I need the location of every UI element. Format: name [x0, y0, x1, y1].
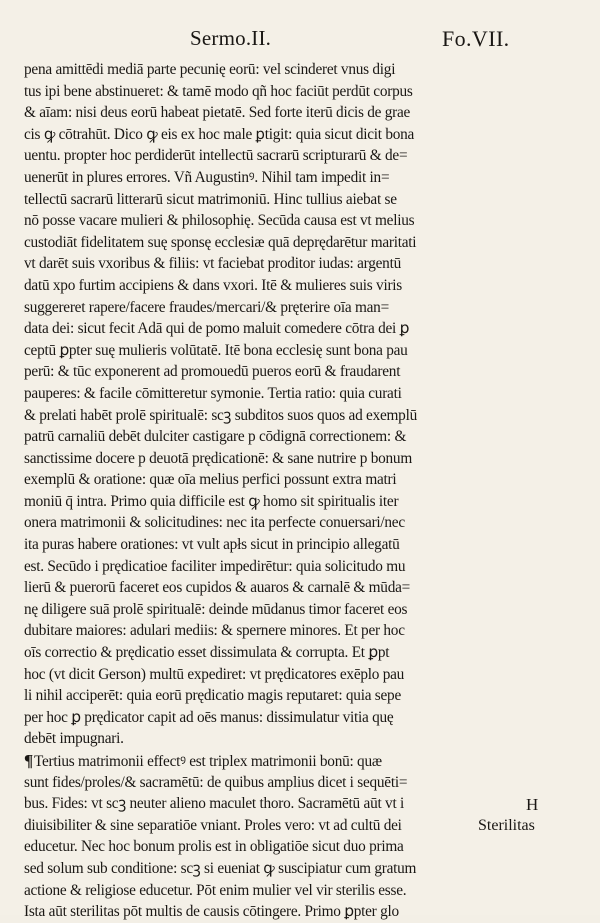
text-line: patrū carnaliū debēt dulciter castigare p cōdignā correctionem: &: [24, 428, 407, 446]
text-line: actione & religiose educetur. Pōt enim mulier vel vir sterilis esse.: [24, 881, 407, 899]
text-line: pena amittēdi mediā parte pecunię eorū: vel scinderet vnus digi: [24, 61, 396, 78]
text-line: Ista aūt sterilitas pōt multis de causis cōtingere. Primo ꝑpter glo: [24, 903, 399, 921]
text-line: nę diligere suā prolē spiritualē: deinde mūdanus timor faceret eos: [24, 600, 408, 618]
text-line: per hoc ꝑ prędicator capit ad oēs manus: dissimulatur vitia quę: [24, 708, 394, 726]
text-line: nō posse vacare mulieri & philosophię. Secūda causa est vt melius: [24, 212, 415, 230]
text-line: pauperes: & facile cōmitteretur symonie. Tertia ratio: quia curati: [24, 384, 402, 402]
text-line: datū xpo furtim accipiens & dans vxori. Itē & mulieres suis viris: [24, 276, 402, 294]
text-line: perū: & tūc exponerent ad promouedū pueros eorū & fraudarent: [24, 363, 401, 381]
text-line: tellectū sacrarū litterarū sicut matrimoniū. Hinc tullius aiebat se: [24, 190, 397, 208]
text-line: bus. Fides: vt scꝫ neuter alieno maculet thoro. Sacramētū aūt vt i: [24, 795, 405, 813]
text-line: suggereret rapere/facere fraudes/mercari/& pręterire oīa man=: [24, 298, 389, 316]
pilcrow-mark: ¶: [24, 751, 33, 770]
text-line: hoc (vt dicit Gerson) multū expediret: vt prędicatores exēplo pau: [24, 665, 405, 683]
text-line: custodiāt fidelitatem suę sponsę ecclesiæ quā deprędarētur maritati: [24, 233, 417, 251]
text-line: sunt fides/proles/& sacramētū: de quibus amplius dicet i sequēti=: [24, 773, 408, 791]
text-line: sed solum sub conditione: scꝫ si eueniat ꝙ suscipiatur cum gratum: [24, 859, 417, 877]
text-line: & prelati habēt prolē spiritualē: scꝫ subditos suos quos ad exemplū: [24, 406, 417, 424]
text-line: [24, 750, 554, 772]
text-line: lierū & puerorū faceret eos cupidos & auaros & carnalē & mūda=: [24, 579, 411, 597]
margin-letter: H: [526, 795, 539, 814]
text-line: diuisibiliter & sine separatiōe vniant. Proles vero: vt ad cultū dei: [24, 816, 402, 834]
body-text: [24, 59, 554, 923]
text-line: tus ipi bene abstinueret: & tamē modo qñ hoc faciūt perdūt corpus: [24, 82, 413, 100]
text-line: uentu. propter hoc perdiderūt intellectū sacrarū scripturarū & de=: [24, 147, 408, 165]
text-line: data dei: sicut fecit Adā qui de pomo maluit comedere cōtra dei ꝑ: [24, 320, 410, 338]
text-line: educetur. Nec hoc bonum prolis est in obligatiōe sicut duo prima: [24, 838, 404, 856]
text-line: vt darēt suis vxoribus & filiis: vt faciebat proditor iudas: argentū: [24, 255, 401, 273]
text-line: onera matrimonii & solicitudines: nec ita perfecte conuersari/nec: [24, 514, 405, 532]
text-line: est. Secūdo i prędicatioe faciliter impedirētur: quia solicitudo mu: [24, 557, 406, 575]
text-line: oīs correctio & prędicatio esset dissimulata & corrupta. Et ꝑpt: [24, 644, 390, 662]
text-line-content: Tertius matrimonii effectꝰ est triplex matrimonii bonū: quæ: [33, 753, 382, 770]
running-head: Sermo.II.: [190, 26, 272, 50]
text-line: dubitare maiores: adulari mediis: & spernere minores. Et per hoc: [24, 622, 405, 640]
text-line: & aīam: nisi deus eorū habeat pietatē. Sed forte iterū dicis de grae: [24, 104, 411, 122]
text-line: sanctissime docere p deuotā prędicationē: & sane nutrire p bonum: [24, 449, 412, 467]
text-line: moniū q̄ intra. Primo quia difficile est ꝙ homo sit spiritualis iter: [24, 492, 399, 510]
text-line: uenerūt in plures errores. Vñ Augustinꝰ. Nihil tam impedit in=: [24, 168, 390, 186]
text-line: debēt impugnari.: [24, 730, 124, 748]
margin-note-sterilitas: Sterilitas: [478, 817, 535, 834]
text-line: cis ꝙ cōtrahūt. Dico ꝙ eis ex hoc male ꝑtigit: quia sicut dicit bona: [24, 125, 415, 143]
text-line: ita puras habere orationes: vt vult apłs sicut in principio allegatū: [24, 536, 400, 554]
text-line: li nihil acciperēt: quia eorū prędicatio magis reputaret: quia sepe: [24, 687, 401, 705]
page-header: [0, 0, 600, 56]
text-line: ceptū ꝑpter suę mulieris volūtatē. Itē bona ecclesię sunt bona pau: [24, 341, 408, 359]
text-line: exemplū & oratione: quæ oīa melius perfici possunt extra matri: [24, 471, 397, 489]
folio-number: Fo.VII.: [442, 26, 510, 51]
